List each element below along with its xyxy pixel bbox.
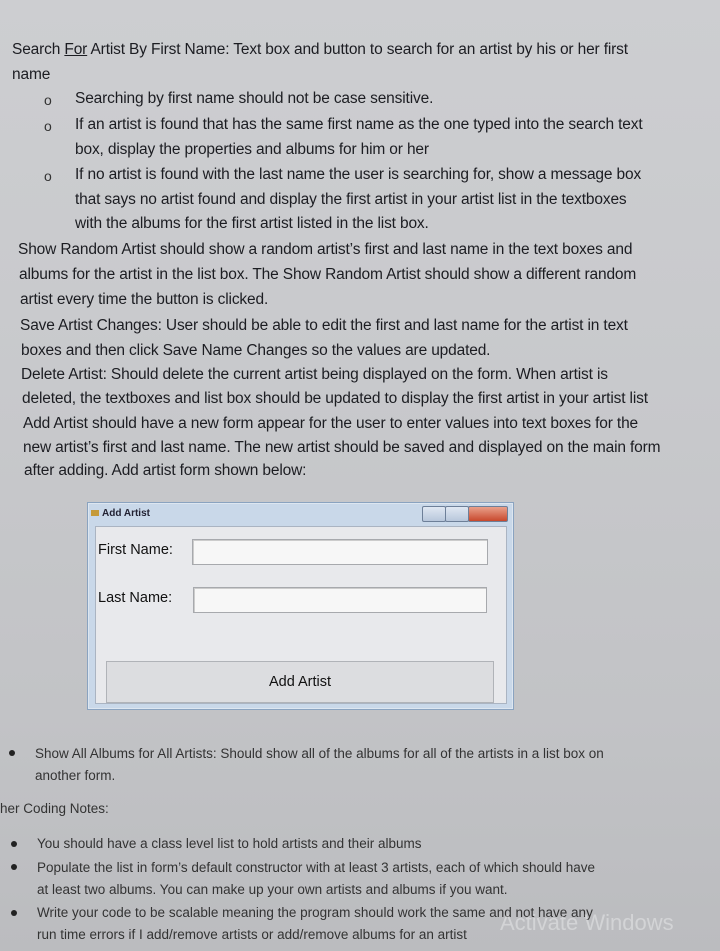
sub-bullet-marker: o (44, 92, 52, 108)
bullet-dot (11, 864, 17, 870)
coding-note-3-line2: run time errors if I add/remove artists or add/remove albums for an artist (37, 927, 467, 942)
coding-note-3-line1: Write your code to be scalable meaning the program should work the same and not have any (37, 905, 593, 920)
add-artist-dialog (87, 502, 514, 710)
search-bullet-3-line2: that says no artist found and display the first artist in your artist list in the textboxes (75, 191, 627, 208)
search-bullet-3-line3: with the albums for the first artist listed in the list box. (75, 215, 429, 232)
search-bullet-2-line1: If an artist is found that has the same first name as the one typed into the search text (75, 116, 643, 133)
close-icon[interactable] (468, 506, 508, 522)
coding-note-1: You should have a class level list to hold artists and their albums (37, 836, 422, 851)
coding-notes-heading: her Coding Notes: (0, 801, 109, 816)
show-all-line2: another form. (35, 768, 116, 783)
dialog-client-area (95, 526, 507, 704)
first-name-label: First Name: (98, 542, 173, 558)
paragraph-line: albums for the artist in the list box. The Show Random Artist should show a different random (19, 266, 637, 283)
search-heading-for: For (64, 41, 88, 58)
maximize-icon[interactable] (445, 506, 469, 522)
paragraph-line: Delete Artist: Should delete the current artist being displayed on the form. When artist is (21, 366, 608, 383)
paragraph-line: Show Random Artist should show a random artist’s first and last name in the text boxes and (18, 241, 633, 258)
dialog-title: Add Artist (102, 508, 150, 519)
sub-bullet-marker: o (44, 168, 52, 184)
bullet-dot (11, 841, 17, 847)
paragraph-line: deleted, the textboxes and list box should be updated to display the first artist in your artist list (22, 390, 648, 407)
sub-bullet-marker: o (44, 118, 52, 134)
last-name-label: Last Name: (98, 590, 173, 606)
coding-note-2-line2: at least two albums. You can make up your own artists and albums if you want. (37, 882, 508, 897)
add-artist-button[interactable]: Add Artist (106, 661, 494, 703)
search-heading-line2: name (12, 66, 51, 83)
paragraph-line: artist every time the button is clicked. (20, 291, 269, 308)
show-all-line1: Show All Albums for All Artists: Should show all of the albums for all of the artists in a list box on (35, 746, 604, 761)
app-icon (91, 510, 99, 516)
search-heading-suffix: Artist By First Name: Text box and button to search for an artist by his or her first (87, 41, 628, 58)
paragraph-line: Add Artist should have a new form appear for the user to enter values into text boxes for the (23, 415, 639, 432)
last-name-input[interactable] (193, 587, 487, 613)
paragraph-line: Save Artist Changes: User should be able to edit the first and last name for the artist in text (20, 317, 628, 334)
search-bullet-3-line1: If no artist is found with the last name the user is searching for, show a message box (75, 166, 642, 183)
search-bullet-2-line2: box, display the properties and albums for him or her (75, 141, 429, 158)
paragraph-line: new artist’s first and last name. The new artist should be saved and displayed on the main form (23, 439, 661, 456)
bullet-dot (11, 910, 17, 916)
first-name-input[interactable] (192, 539, 488, 565)
search-heading-prefix: Search (12, 41, 65, 58)
coding-note-2-line1: Populate the list in form’s default constructor with at least 3 artists, each of which should have (37, 860, 596, 875)
bullet-dot (9, 750, 15, 756)
paragraph-line: after adding. Add artist form shown below: (24, 462, 307, 479)
activate-windows-watermark: Activate Windows (500, 910, 674, 935)
paragraph-line: boxes and then click Save Name Changes so the values are updated. (21, 342, 491, 359)
search-heading (12, 38, 628, 63)
search-bullet-1: Searching by first name should not be case sensitive. (75, 90, 434, 107)
minimize-icon[interactable] (422, 506, 446, 522)
